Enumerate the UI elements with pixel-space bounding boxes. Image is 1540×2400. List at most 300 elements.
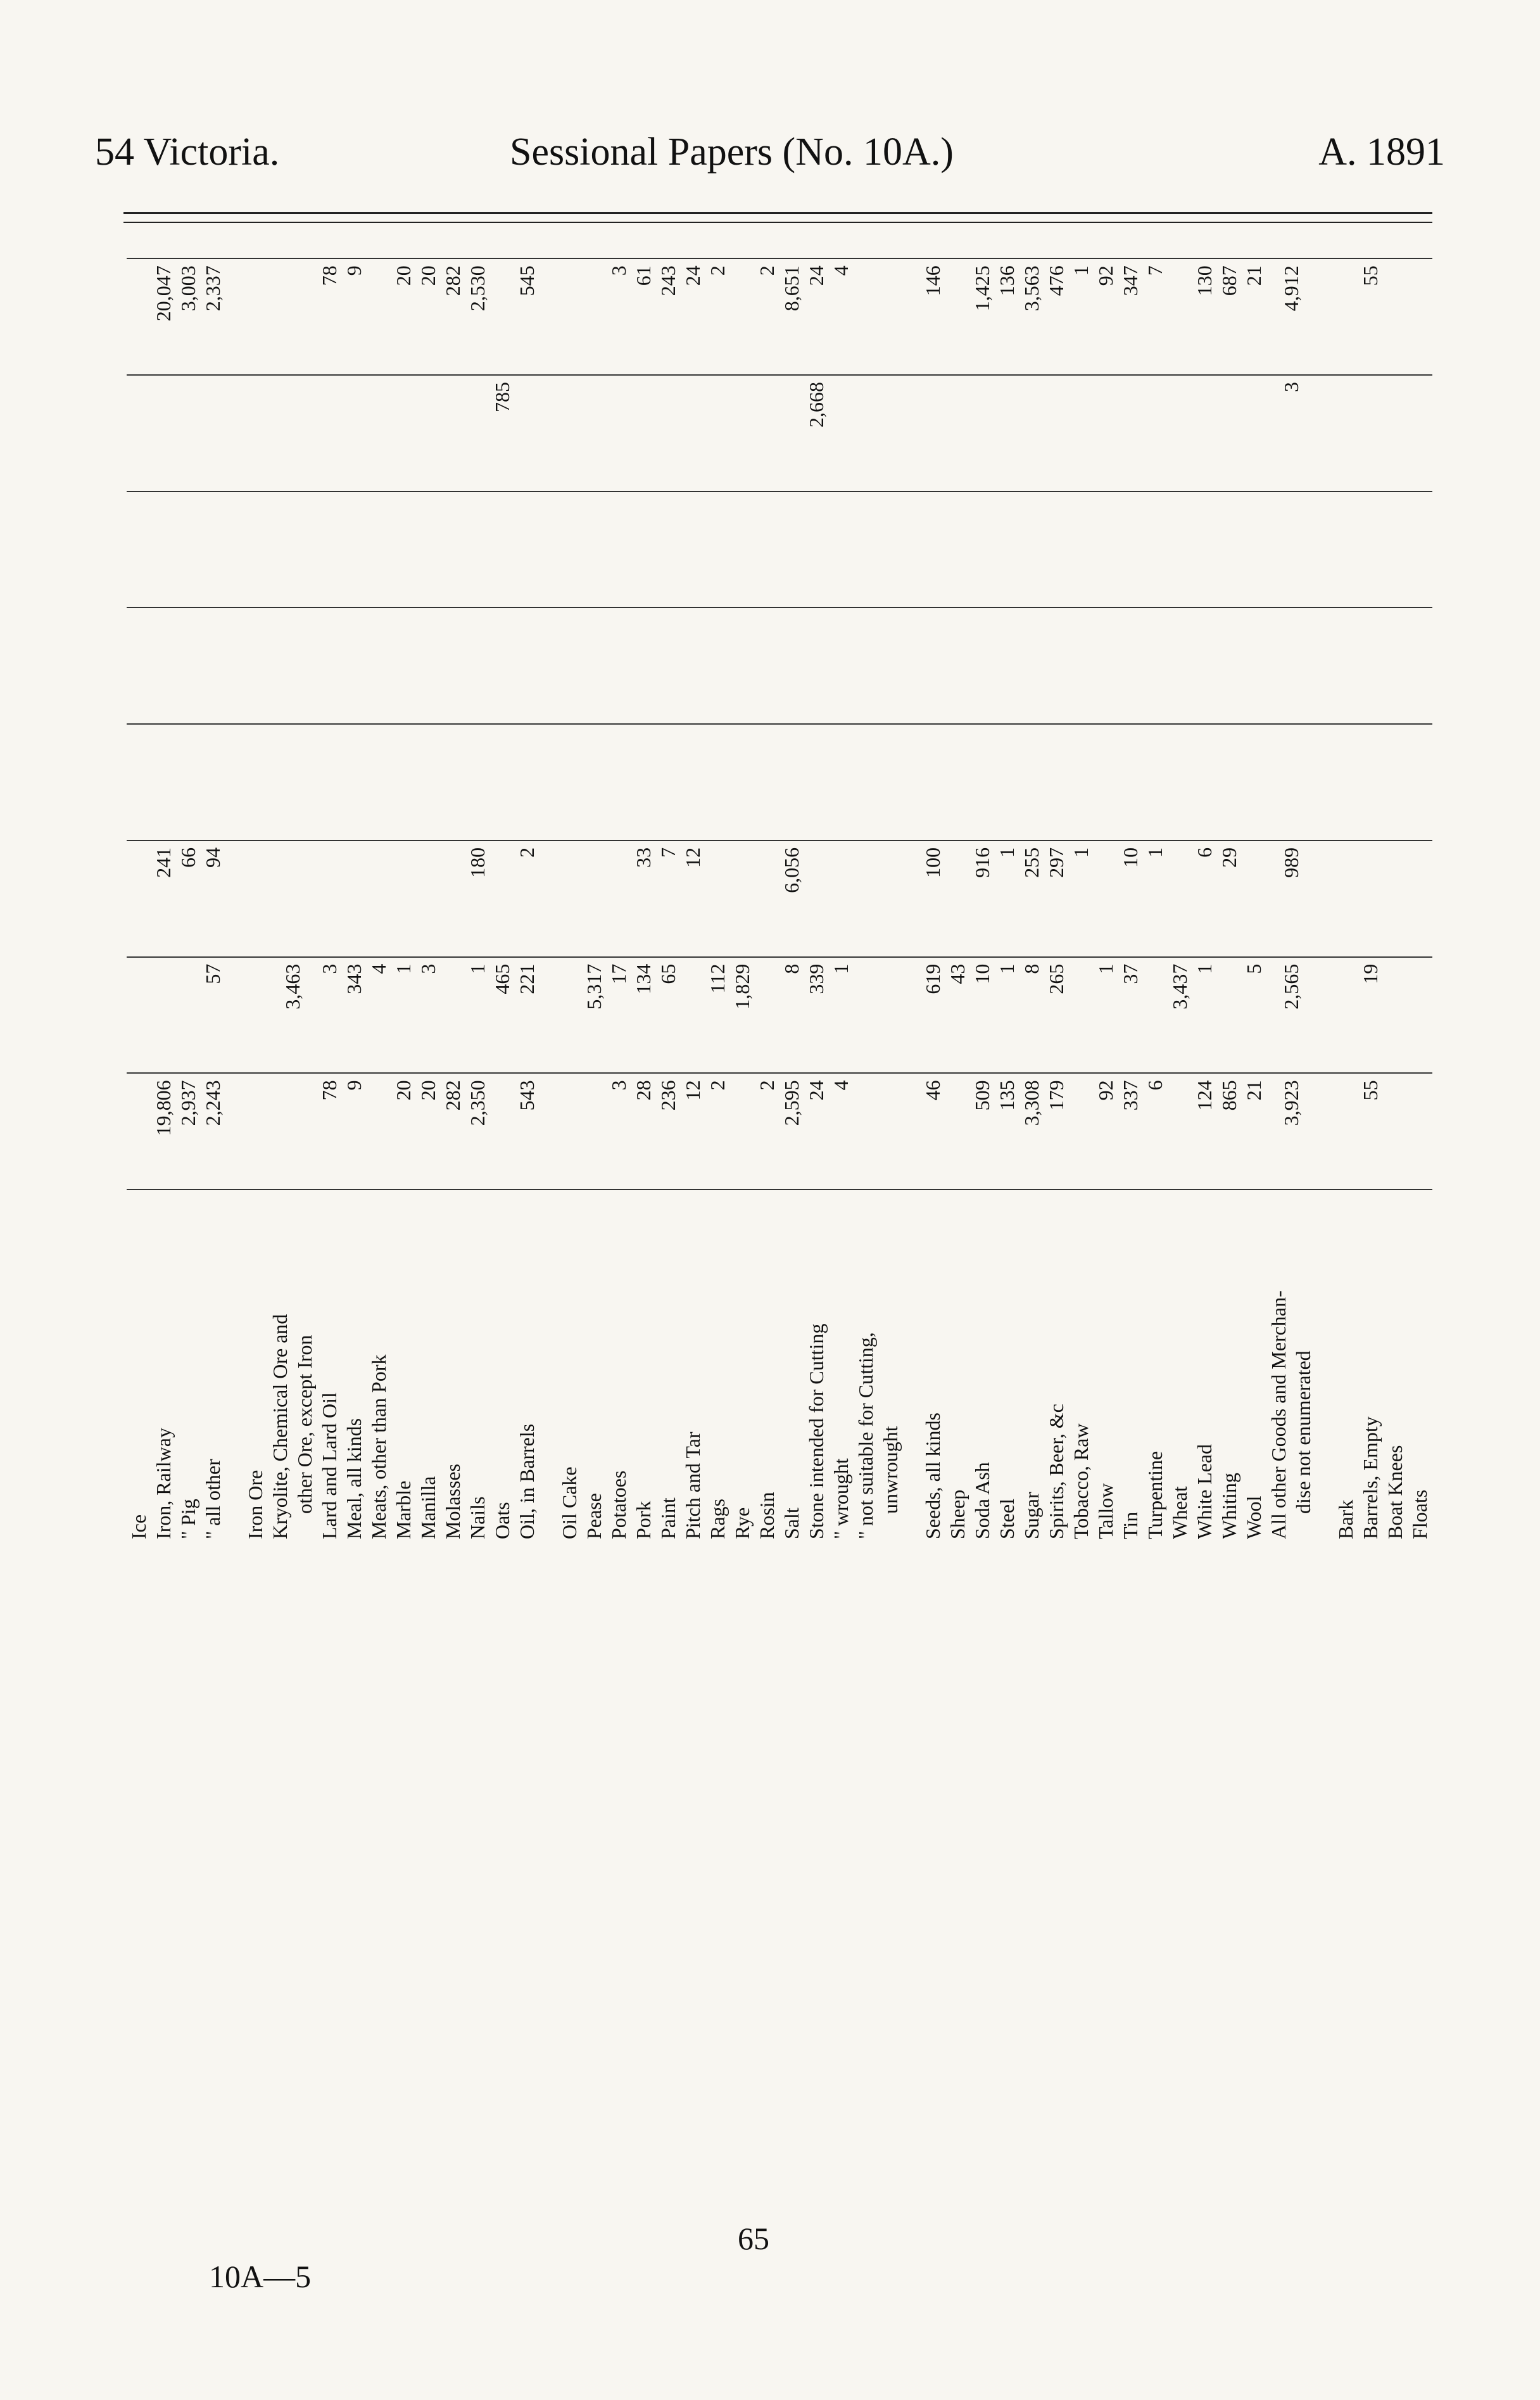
row-label-line: White Lead (1193, 1444, 1216, 1539)
ledger-table-area (127, 228, 1444, 2179)
value-cell (804, 724, 829, 841)
value-cell: 5 (1242, 957, 1266, 1074)
spacer-cell (1316, 375, 1334, 492)
value-cell (1192, 228, 1217, 258)
row-label-line: unwrought (879, 1426, 902, 1514)
ledger-body (127, 228, 1432, 1546)
value-cell (441, 375, 465, 492)
spacer-cell (1316, 724, 1334, 841)
value-cell (176, 724, 201, 841)
value-cell (441, 724, 465, 841)
table-row (391, 228, 416, 1546)
value-cell: 2 (705, 258, 730, 375)
value-cell (243, 724, 268, 841)
value-cell: 112 (705, 957, 730, 1074)
value-cell: 3 (317, 957, 342, 1074)
spacer-cell (540, 607, 557, 724)
spacer-cell (1316, 228, 1334, 258)
value-cell (705, 841, 730, 957)
value-cell (1118, 724, 1143, 841)
value-cell (854, 841, 903, 957)
value-cell (1019, 724, 1044, 841)
value-cell (557, 1073, 582, 1190)
value-cell (656, 724, 681, 841)
row-label (557, 1190, 582, 1546)
value-cell: 78 (317, 1073, 342, 1190)
row-label-line: Steel (995, 1499, 1018, 1539)
row-label-line: other Ore, except Iron (293, 1335, 316, 1514)
value-cell (995, 492, 1019, 608)
value-cell: 916 (970, 841, 995, 957)
value-cell: 10 (970, 957, 995, 1074)
value-cell: 43 (945, 957, 970, 1074)
table-row (1358, 228, 1383, 1546)
spacer-cell (1316, 607, 1334, 724)
value-cell (1334, 724, 1358, 841)
row-label-line: Iron Ore (244, 1470, 267, 1539)
value-cell: 21 (1242, 1073, 1266, 1190)
value-cell (631, 724, 656, 841)
value-cell (804, 841, 829, 957)
trade-ledger-table (127, 228, 1432, 1546)
value-cell: 282 (441, 1073, 465, 1190)
row-label (779, 1190, 804, 1546)
table-row (829, 228, 854, 1546)
value-cell (945, 258, 970, 375)
value-cell (1044, 228, 1069, 258)
value-cell (151, 375, 176, 492)
value-cell (829, 607, 854, 724)
value-cell: 347 (1118, 258, 1143, 375)
value-cell: 29 (1217, 841, 1242, 957)
value-cell (854, 957, 903, 1074)
value-cell: 92 (1094, 258, 1118, 375)
value-cell (1334, 228, 1358, 258)
value-cell (416, 724, 441, 841)
row-label (582, 1190, 607, 1546)
spacer-cell (225, 1190, 243, 1546)
value-cell (854, 1073, 903, 1190)
value-cell (1019, 492, 1044, 608)
value-cell (631, 492, 656, 608)
value-cell (515, 492, 540, 608)
value-cell (1266, 607, 1316, 724)
value-cell (705, 375, 730, 492)
row-label (127, 1190, 151, 1546)
value-cell: 20,047 (151, 258, 176, 375)
spacer-cell (225, 607, 243, 724)
value-cell (1143, 492, 1168, 608)
value-cell: 24 (804, 1073, 829, 1190)
value-cell (1358, 724, 1383, 841)
value-cell (681, 957, 705, 1074)
value-cell (342, 841, 367, 957)
value-cell (1334, 375, 1358, 492)
value-cell (151, 957, 176, 1074)
row-label (1069, 1190, 1094, 1546)
row-label-line: Seeds, all kinds (921, 1413, 944, 1539)
value-cell (755, 492, 779, 608)
value-cell (582, 724, 607, 841)
value-cell (779, 228, 804, 258)
row-label-line: Manilla (417, 1476, 439, 1539)
table-row (176, 228, 201, 1546)
value-cell (127, 607, 151, 724)
value-cell: 3 (416, 957, 441, 1074)
value-cell (1143, 607, 1168, 724)
row-label-line: dise not enumerated (1292, 1350, 1315, 1514)
table-row (1069, 228, 1094, 1546)
table-row (268, 228, 317, 1546)
value-cell: 1 (391, 957, 416, 1074)
value-cell: 1 (829, 957, 854, 1074)
value-cell (804, 228, 829, 258)
spacer-cell (903, 1190, 921, 1546)
value-cell (490, 258, 515, 375)
value-cell: 1 (1069, 841, 1094, 957)
value-cell (127, 492, 151, 608)
spacer-cell (225, 492, 243, 608)
row-label-line: Ice (127, 1514, 150, 1539)
table-row (779, 228, 804, 1546)
value-cell (127, 375, 151, 492)
table-row (465, 228, 490, 1546)
value-cell: 8,651 (779, 258, 804, 375)
value-cell (779, 607, 804, 724)
header-rule-thin (123, 222, 1432, 223)
value-cell: 78 (317, 258, 342, 375)
value-cell (730, 492, 755, 608)
value-cell: 1 (1094, 957, 1118, 1074)
row-label-line: Soda Ash (971, 1462, 994, 1539)
value-cell (367, 841, 391, 957)
value-cell (1383, 957, 1408, 1074)
row-label-line: Spirits, Beer, &c (1045, 1404, 1068, 1539)
value-cell (1168, 258, 1192, 375)
rotated-table (127, 228, 1444, 1546)
table-row (1383, 228, 1408, 1546)
row-label-line: " all other (201, 1459, 224, 1539)
value-cell (995, 228, 1019, 258)
value-cell (127, 258, 151, 375)
table-row (317, 228, 342, 1546)
value-cell (243, 228, 268, 258)
row-label-line: Sheep (946, 1489, 969, 1539)
value-cell (441, 841, 465, 957)
value-cell (441, 492, 465, 608)
value-cell (490, 492, 515, 608)
value-cell (243, 1073, 268, 1190)
value-cell (317, 375, 342, 492)
value-cell: 4 (367, 957, 391, 1074)
value-cell: 465 (490, 957, 515, 1074)
value-cell: 4,912 (1266, 258, 1316, 375)
table-row (201, 228, 225, 1546)
row-label-line: Wool (1242, 1495, 1265, 1539)
value-cell (1217, 724, 1242, 841)
value-cell: 4 (829, 258, 854, 375)
value-cell (367, 375, 391, 492)
value-cell (1334, 492, 1358, 608)
value-cell (755, 841, 779, 957)
value-cell: 46 (921, 1073, 945, 1190)
value-cell (1168, 724, 1192, 841)
value-cell: 10 (1118, 841, 1143, 957)
value-cell (1334, 841, 1358, 957)
table-row (127, 228, 151, 1546)
value-cell (490, 228, 515, 258)
spacer-cell (903, 492, 921, 608)
value-cell (1192, 375, 1217, 492)
value-cell (970, 228, 995, 258)
row-label (681, 1190, 705, 1546)
value-cell (1334, 607, 1358, 724)
value-cell (1408, 957, 1432, 1074)
value-cell (921, 724, 945, 841)
value-cell: 6 (1192, 841, 1217, 957)
value-cell (1242, 492, 1266, 608)
group-spacer (903, 228, 921, 1546)
value-cell (1118, 375, 1143, 492)
value-cell: 20 (391, 1073, 416, 1190)
value-cell (779, 375, 804, 492)
value-cell: 3 (607, 258, 631, 375)
table-row (1242, 228, 1266, 1546)
table-row (631, 228, 656, 1546)
spacer-cell (903, 375, 921, 492)
value-cell (176, 492, 201, 608)
row-label-line: Potatoes (607, 1470, 630, 1539)
value-cell (1266, 492, 1316, 608)
value-cell: 509 (970, 1073, 995, 1190)
table-row (1094, 228, 1118, 1546)
value-cell (1266, 228, 1316, 258)
value-cell (1408, 841, 1432, 957)
value-cell (127, 228, 151, 258)
value-cell: 20 (416, 258, 441, 375)
value-cell (730, 258, 755, 375)
value-cell (1019, 607, 1044, 724)
value-cell (1408, 375, 1432, 492)
value-cell: 2 (705, 1073, 730, 1190)
value-cell (490, 607, 515, 724)
value-cell (127, 724, 151, 841)
value-cell (1168, 841, 1192, 957)
row-label (1334, 1190, 1358, 1546)
value-cell (607, 607, 631, 724)
value-cell: 2 (755, 258, 779, 375)
table-row (656, 228, 681, 1546)
spacer-cell (540, 1190, 557, 1546)
value-cell: 2,243 (201, 1073, 225, 1190)
row-label-line: Tallow (1094, 1483, 1117, 1539)
spacer-cell (903, 724, 921, 841)
table-row (1044, 228, 1069, 1546)
value-cell (441, 957, 465, 1074)
row-label (1044, 1190, 1069, 1546)
value-cell (1192, 607, 1217, 724)
value-cell: 1 (1069, 258, 1094, 375)
row-label (1217, 1190, 1242, 1546)
value-cell (1044, 724, 1069, 841)
row-label (730, 1190, 755, 1546)
value-cell (243, 957, 268, 1074)
value-cell (465, 492, 490, 608)
spacer-cell (903, 957, 921, 1074)
value-cell (681, 492, 705, 608)
row-label-line: Stone intended for Cutting (805, 1323, 828, 1539)
value-cell (268, 228, 317, 258)
value-cell (268, 607, 317, 724)
row-label (607, 1190, 631, 1546)
row-label (268, 1190, 317, 1546)
value-cell: 2,530 (465, 258, 490, 375)
table-row (1168, 228, 1192, 1546)
value-cell: 136 (995, 258, 1019, 375)
value-cell (582, 258, 607, 375)
value-cell (557, 492, 582, 608)
row-label (970, 1190, 995, 1546)
value-cell: 339 (804, 957, 829, 1074)
value-cell (1094, 492, 1118, 608)
value-cell (1408, 1073, 1432, 1190)
spacer-cell (1316, 841, 1334, 957)
value-cell (1383, 724, 1408, 841)
value-cell: 221 (515, 957, 540, 1074)
table-row (755, 228, 779, 1546)
table-row (490, 228, 515, 1546)
value-cell (243, 258, 268, 375)
value-cell: 785 (490, 375, 515, 492)
value-cell: 236 (656, 1073, 681, 1190)
value-cell (557, 228, 582, 258)
value-cell (1358, 228, 1383, 258)
value-cell (607, 724, 631, 841)
row-label-line: Wheat (1168, 1486, 1191, 1539)
value-cell (1168, 492, 1192, 608)
value-cell (1242, 607, 1266, 724)
value-cell (656, 228, 681, 258)
value-cell: 6,056 (779, 841, 804, 957)
spacer-cell (540, 492, 557, 608)
value-cell (921, 375, 945, 492)
value-cell (1168, 607, 1192, 724)
row-label (854, 1190, 903, 1546)
value-cell (1094, 607, 1118, 724)
value-cell (1143, 228, 1168, 258)
value-cell (1217, 492, 1242, 608)
table-row (730, 228, 755, 1546)
value-cell (829, 724, 854, 841)
value-cell (1358, 492, 1383, 608)
value-cell: 9 (342, 258, 367, 375)
value-cell (367, 607, 391, 724)
spacer-cell (903, 258, 921, 375)
value-cell (1168, 228, 1192, 258)
value-cell (416, 607, 441, 724)
value-cell (268, 492, 317, 608)
value-cell (268, 1073, 317, 1190)
value-cell (1019, 375, 1044, 492)
value-cell (970, 607, 995, 724)
row-label-line: Rosin (755, 1492, 778, 1539)
table-row (1334, 228, 1358, 1546)
value-cell (656, 607, 681, 724)
value-cell (127, 841, 151, 957)
spacer-cell (540, 375, 557, 492)
value-cell (829, 375, 854, 492)
row-label-line: Pork (632, 1501, 655, 1539)
value-cell (945, 228, 970, 258)
value-cell (681, 607, 705, 724)
row-label-line: Boat Knees (1384, 1445, 1406, 1539)
spacer-cell (1316, 258, 1334, 375)
row-label-line: Sugar (1020, 1492, 1043, 1539)
value-cell: 543 (515, 1073, 540, 1190)
value-cell (1383, 607, 1408, 724)
value-cell: 3,003 (176, 258, 201, 375)
value-cell (1408, 228, 1432, 258)
row-label (1383, 1190, 1408, 1546)
value-cell (317, 492, 342, 608)
row-label (1192, 1190, 1217, 1546)
value-cell: 297 (1044, 841, 1069, 957)
row-label (631, 1190, 656, 1546)
value-cell: 2,350 (465, 1073, 490, 1190)
value-cell (681, 375, 705, 492)
row-label (1143, 1190, 1168, 1546)
value-cell: 2,565 (1266, 957, 1316, 1074)
row-label (945, 1190, 970, 1546)
value-cell (342, 375, 367, 492)
row-label (317, 1190, 342, 1546)
spacer-cell (225, 841, 243, 957)
value-cell: 61 (631, 258, 656, 375)
value-cell (1069, 607, 1094, 724)
value-cell (416, 492, 441, 608)
row-label (995, 1190, 1019, 1546)
row-label (201, 1190, 225, 1546)
value-cell (151, 228, 176, 258)
row-label (416, 1190, 441, 1546)
row-label-line: Tin (1119, 1511, 1142, 1539)
value-cell (1094, 724, 1118, 841)
value-cell (201, 228, 225, 258)
value-cell (127, 957, 151, 1074)
spacer-cell (903, 607, 921, 724)
row-label (1168, 1190, 1192, 1546)
table-row (705, 228, 730, 1546)
value-cell: 8 (1019, 957, 1044, 1074)
value-cell: 37 (1118, 957, 1143, 1074)
value-cell (441, 228, 465, 258)
value-cell (490, 724, 515, 841)
group-spacer (225, 228, 243, 1546)
table-row (515, 228, 540, 1546)
spacer-cell (225, 957, 243, 1074)
row-label-line: Molasses (441, 1463, 464, 1539)
value-cell (921, 607, 945, 724)
value-cell (607, 228, 631, 258)
value-cell (1217, 228, 1242, 258)
value-cell: 12 (681, 841, 705, 957)
value-cell (1383, 258, 1408, 375)
value-cell: 19,806 (151, 1073, 176, 1190)
value-cell (367, 724, 391, 841)
value-cell (854, 228, 903, 258)
value-cell: 20 (416, 1073, 441, 1190)
row-label (243, 1190, 268, 1546)
